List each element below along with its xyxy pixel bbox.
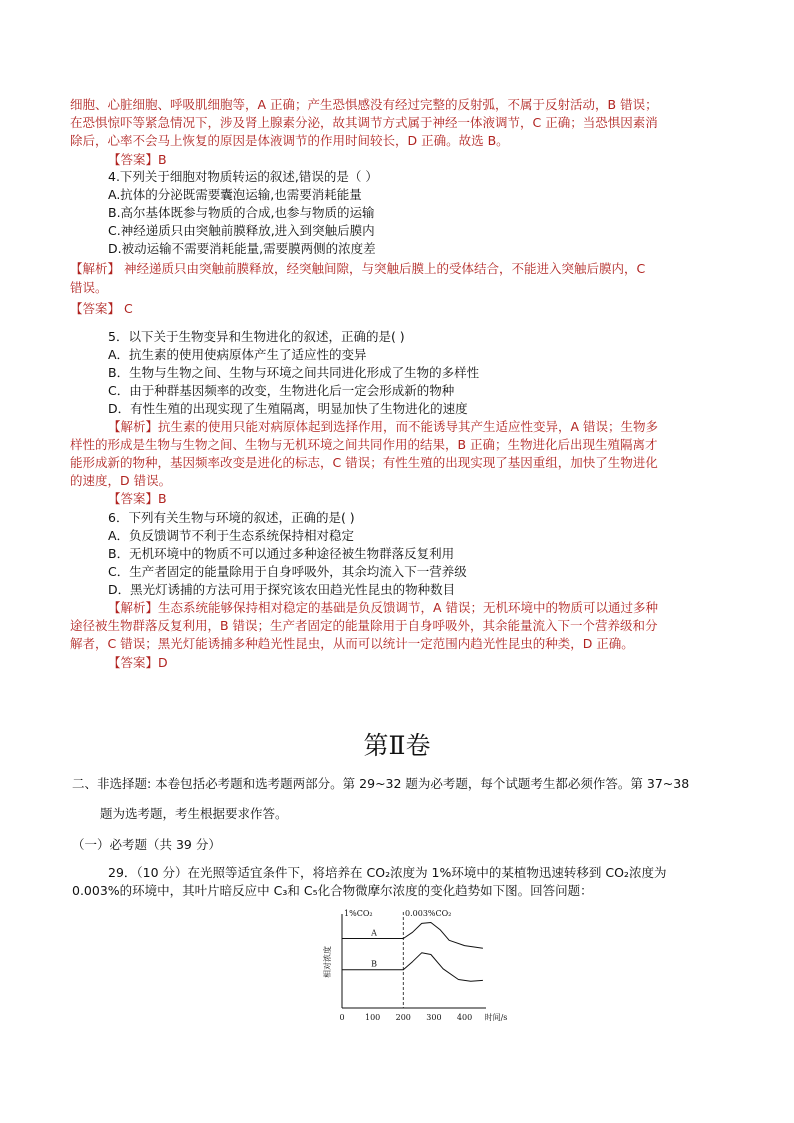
q5-stem: 5．以下关于生物变异和生物进化的叙述，正确的是( ) [108,329,405,344]
part2-intro-line-2: 题为选考题，考生根据要求作答。 [100,806,288,821]
condition-label-low: 0.003%CO₂ [405,909,452,918]
q4-option-a: A.抗体的分泌既需要囊泡运输,也需要消耗能量 [108,187,362,202]
section-title: 第Ⅱ卷 [363,731,431,760]
prev-answer: 【答案】B [108,152,167,167]
prev-analysis-line-1: 细胞、心脏细胞、呼吸肌细胞等，A 正确；产生恐惧感没有经过完整的反射弧，不属于反射活动，B 错误； [70,97,658,112]
series-line-a [342,923,483,949]
q4-option-b: B.高尔基体既参与物质的合成,也参与物质的运输 [108,205,375,220]
part2-intro-line-1: 二、非选择题: 本卷包括必考题和选考题两部分。第 29~32 题为必考题，每个试题考生都必须作答。第 37~38 [72,776,690,791]
q6-stem: 6．下列有关生物与环境的叙述，正确的是( ) [108,510,355,525]
q5-analysis-line-2: 样性的形成是生物与生物之间、生物与无机环境之间共同作用的结果，B 正确；生物进化后出现生殖隔离才 [70,437,658,452]
y-axis-label: 相对浓度 [323,946,332,978]
q6-analysis-line-2: 途径被生物群落反复利用，B 错误；生产者固定的能量除用于自身呼吸外，其余能量流入下一个营养级和分 [70,618,658,633]
required-header: （一）必考题（共 39 分） [72,837,221,852]
q5-option-c: C．由于种群基因频率的改变，生物进化后一定会形成新的物种 [108,383,455,398]
q5-answer: 【答案】B [108,491,167,506]
x-axis-label: 时间/s [484,1013,508,1022]
q5-analysis-line-1: 【解析】抗生素的使用只能对病原体起到选择作用，而不能诱导其产生适应性变异，A 错误；生物多 [108,419,659,434]
series-line-b [342,953,483,982]
q4-analysis-line-2: 错误。 [70,280,108,295]
q6-option-c: C．生产者固定的能量除用于自身呼吸外，其余均流入下一营养级 [108,564,467,579]
x-tick-label: 400 [456,1013,473,1022]
q6-option-b: B．无机环境中的物质不可以通过多种途径被生物群落反复利用 [108,546,455,561]
q5-option-d: D．有性生殖的出现实现了生殖隔离，明显加快了生物进化的速度 [108,401,468,416]
q29-line-2: 0.003%的环境中，其叶片暗反应中 C₃和 C₅化合物微摩尔浓度的变化趋势如下图。回答问题： [72,883,593,898]
q5-analysis-line-3: 能形成新的物种，基因频率改变是进化的标志，C 错误；有性生殖的出现实现了基因重组，加快了生物进化 [70,455,658,470]
q5-analysis-line-4: 的速度，D 错误。 [70,473,172,488]
x-tick-label: 200 [395,1013,411,1022]
x-tick-label: 0 [339,1013,345,1022]
condition-label-high: 1%CO₂ [344,909,373,918]
q4-stem: 4.下列关于细胞对物质转运的叙述,错误的是（ ） [108,169,378,184]
q6-option-d: D．黑光灯诱捕的方法可用于探究该农田趋光性昆虫的物种数目 [108,582,456,597]
x-tick-label: 100 [364,1013,381,1022]
x-tick-label: 300 [426,1013,442,1022]
q5-option-b: B．生物与生物之间、生物与环境之间共同进化形成了生物的多样性 [108,365,480,380]
q5-option-a: A．抗生素的使用使病原体产生了适应性的变异 [108,347,367,362]
q6-option-a: A．负反馈调节不利于生态系统保持相对稳定 [108,528,355,543]
q6-analysis-line-1: 【解析】生态系统能够保持相对稳定的基础是负反馈调节，A 错误；无机环境中的物质可以通过多种 [108,600,659,615]
q4-answer: 【答案】 C [70,301,133,316]
q4-option-c: C.神经递质只由突触前膜释放,进入到突触后膜内 [108,223,375,238]
q4-option-d: D.被动运输不需要消耗能量,需要膜两侧的浓度差 [108,241,376,256]
q6-answer: 【答案】D [108,655,168,670]
series-label-a: A [371,928,377,938]
prev-analysis-line-2: 在恐惧惊吓等紧急情况下，涉及肾上腺素分泌，故其调节方式属于神经一体液调节，C 正确；当恐惧因素消 [70,115,658,130]
series-label-b: B [371,959,377,969]
q4-analysis-line-1: 【解析】 神经递质只由突触前膜释放，经突触间隙，与突触后膜上的受体结合，不能进入突触后膜内，C [70,261,646,276]
concentration-chart [318,902,518,1022]
q29-line-1: 29．（10 分）在光照等适宜条件下，将培养在 CO₂浓度为 1%环境中的某植物迅速转移到 CO₂浓度为 [108,865,667,880]
prev-analysis-line-3: 除后，心率不会马上恢复的原因是体液调节的作用时间较长，D 正确。故选 B。 [70,133,509,148]
q6-analysis-line-3: 解者，C 错误；黑光灯能诱捕多种趋光性昆虫，从而可以统计一定范围内趋光性昆虫的种类，D 正确。 [70,636,634,651]
